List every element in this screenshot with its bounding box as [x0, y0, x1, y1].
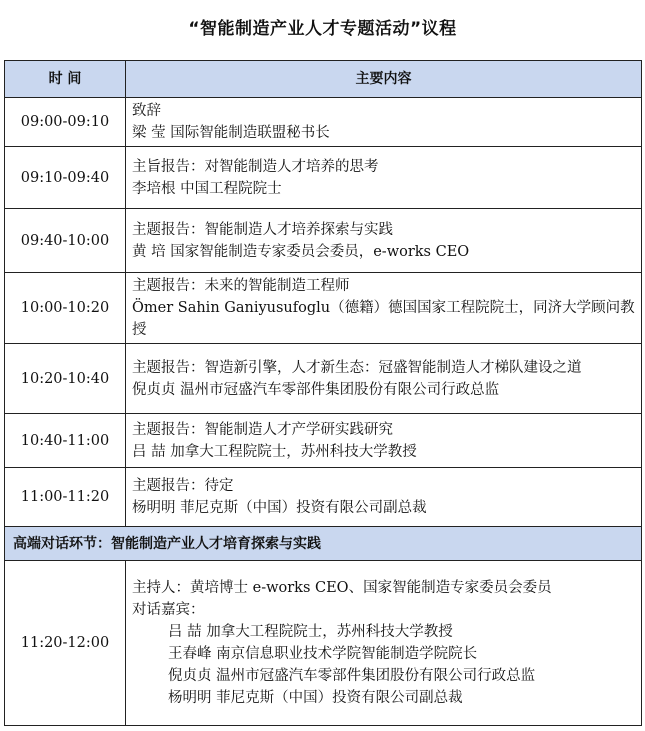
table-row [5, 561, 642, 726]
dialogue-guest: 杨明明 菲尼克斯（中国）投资有限公司副总裁 [168, 690, 463, 706]
table-row [5, 344, 642, 414]
table-row [5, 273, 642, 344]
row-speaker: 吕 喆 加拿大工程院院士，苏州科技大学教授 [132, 443, 417, 460]
row-time: 09:40-10:00 [5, 209, 126, 273]
row-content [126, 98, 642, 147]
row-time: 10:20-10:40 [5, 344, 126, 414]
row-speaker: 倪贞贞 温州市冠盛汽车零部件集团股份有限公司行政总监 [132, 381, 500, 398]
row-content [126, 414, 642, 468]
row-content [126, 344, 642, 414]
row-content [126, 209, 642, 273]
row-content [126, 468, 642, 527]
page-title: “智能制造产业人才专题活动”议程 [188, 19, 457, 39]
header-content: 主要内容 [126, 61, 642, 98]
row-speaker: 梁 莹 国际智能制造联盟秘书长 [132, 125, 330, 141]
table-row [5, 147, 642, 209]
dialogue-guests-label: 对话嘉宾： [132, 602, 205, 618]
section-row [5, 527, 642, 561]
table-row [5, 468, 642, 527]
section-title: 高端对话环节：智能制造产业人才培育探索与实践 [5, 527, 642, 561]
row-topic: 主题报告：未来的智能制造工程师 [132, 278, 350, 294]
row-time: 10:00-10:20 [5, 273, 126, 344]
dialogue-content [126, 561, 642, 726]
header-time: 时 间 [5, 61, 126, 98]
agenda-table [4, 60, 642, 726]
row-content [126, 147, 642, 209]
table-row [5, 414, 642, 468]
row-time: 11:20-12:00 [5, 561, 126, 726]
dialogue-host: 主持人：黄培博士 e-works CEO、国家智能制造专家委员会委员 [132, 580, 552, 596]
table-row [5, 209, 642, 273]
row-topic: 主题报告：待定 [132, 478, 234, 494]
row-topic: 主题报告：智能制造人才产学研实践研究 [132, 421, 393, 438]
dialogue-guest: 倪贞贞 温州市冠盛汽车零部件集团股份有限公司行政总监 [168, 668, 536, 684]
row-time: 09:10-09:40 [5, 147, 126, 209]
row-time: 11:00-11:20 [5, 468, 126, 527]
row-content [126, 273, 642, 344]
dialogue-guest: 吕 喆 加拿大工程院院士，苏州科技大学教授 [168, 624, 453, 640]
row-topic: 主题报告：智造新引擎，人才新生态：冠盛智能制造人才梯队建设之道 [132, 359, 582, 376]
dialogue-guest: 王春峰 南京信息职业技术学院智能制造学院院长 [168, 646, 478, 662]
row-speaker: 黄 培 国家智能制造专家委员会委员，e-works CEO [132, 243, 470, 260]
row-speaker: Ömer Sahin Ganiyusufoglu（德籍）德国国家工程院院士，同济大学顾问教授 [132, 300, 635, 338]
row-time: 10:40-11:00 [5, 414, 126, 468]
row-speaker: 李培根 中国工程院院士 [132, 180, 282, 197]
table-header-row [5, 61, 642, 98]
row-speaker: 杨明明 菲尼克斯（中国）投资有限公司副总裁 [132, 500, 427, 516]
row-topic: 主旨报告：对智能制造人才培养的思考 [132, 158, 379, 175]
table-row [5, 98, 642, 147]
row-topic: 主题报告：智能制造人才培养探索与实践 [132, 221, 393, 238]
row-topic: 致辞 [132, 103, 161, 119]
row-time: 09:00-09:10 [5, 98, 126, 147]
